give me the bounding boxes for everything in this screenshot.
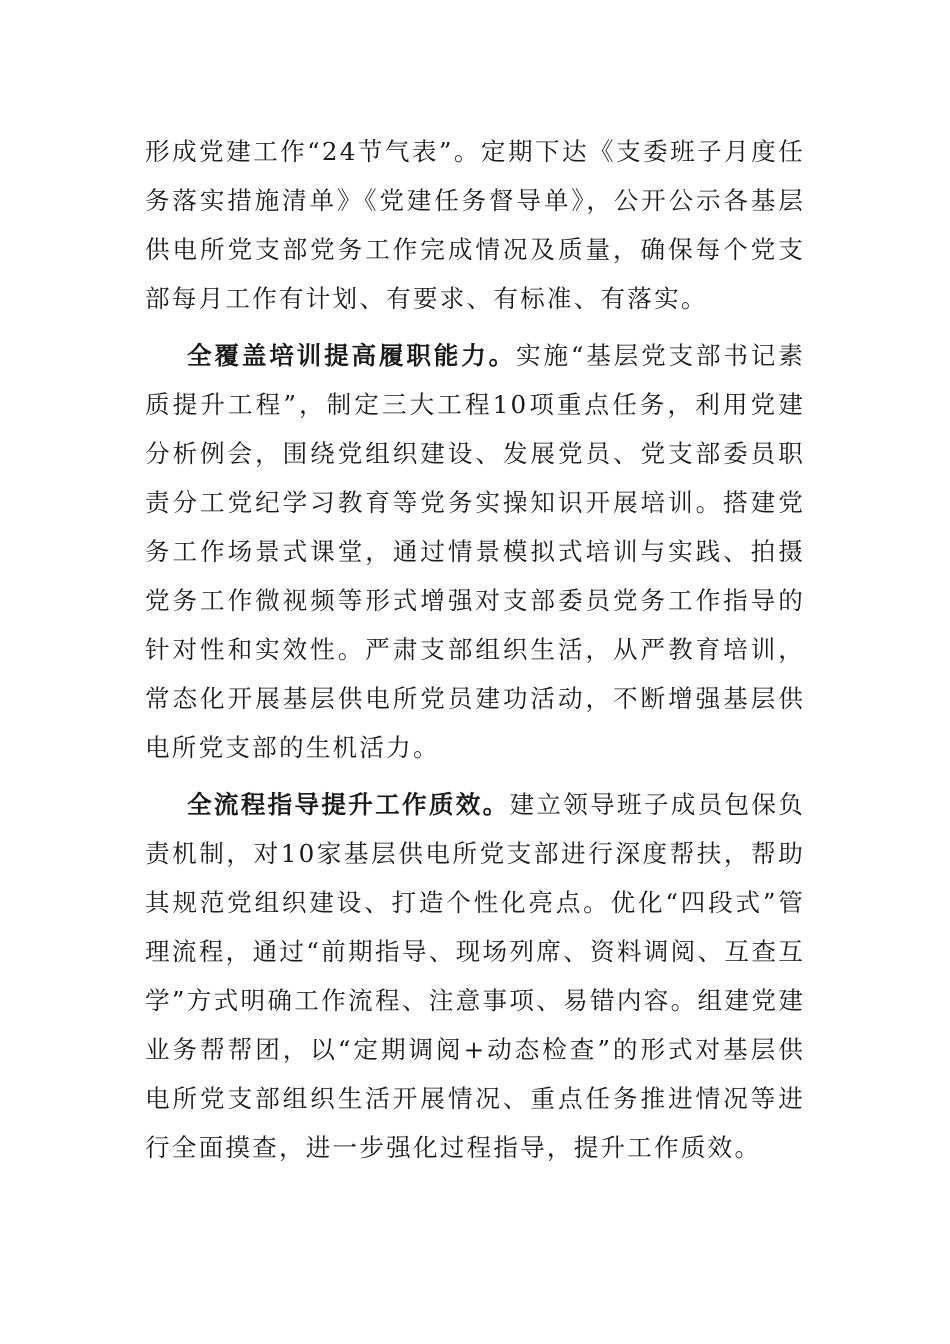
paragraph-text: 建立领导班子成员包保负责机制，对10家基层供电所党支部进行深度帮扶，帮助其规范党组织建设、打造个性化亮点。优化“四段式”管理流程，通过“前期指导、现场列席、资料调阅、互查互学”方式明确工作流程、注意事项、易错内容。组建党建业务帮帮团，以“定期调阅+动态检查”的形式对基层供电所党支部组织生活开展情况、重点任务推进情况等进行全面摸查，进一步强化过程指导，提升工作质效。 <box>145 790 806 1162</box>
paragraph-text: 形成党建工作“24节气表”。定期下达《支委班子月度任务落实措施清单》《党建任务督导单》，公开公示各基层供电所党支部党务工作完成情况及质量，确保每个党支部每月工作有计划、有要求、有标准、有落实。 <box>145 137 805 313</box>
paragraph-text: 实施“基层党支部书记素质提升工程”，制定三大工程10项重点任务，利用党建分析例会，围绕党组织建设、发展党员、党支部委员职责分工党纪学习教育等党务实操知识开展培训。搭建党务工作场景式课堂，通过情景模拟式培训与实践、拍摄党务工作微视频等形式增强对支部委员党务工作指导的针对性和实效性。严肃支部组织生活，从严教育培训，常态化开展基层供电所党员建功活动，不断增强基层供电所党支部的生机活力。 <box>145 341 805 762</box>
paragraph-lead-heading: 全流程指导提升工作质效。 <box>187 790 510 819</box>
paragraph-continuation <box>145 127 805 323</box>
document-body <box>145 127 805 1172</box>
paragraph-training <box>145 331 805 772</box>
paragraph-guidance <box>145 780 805 1172</box>
paragraph-lead-heading: 全覆盖培训提高履职能力。 <box>187 341 517 370</box>
